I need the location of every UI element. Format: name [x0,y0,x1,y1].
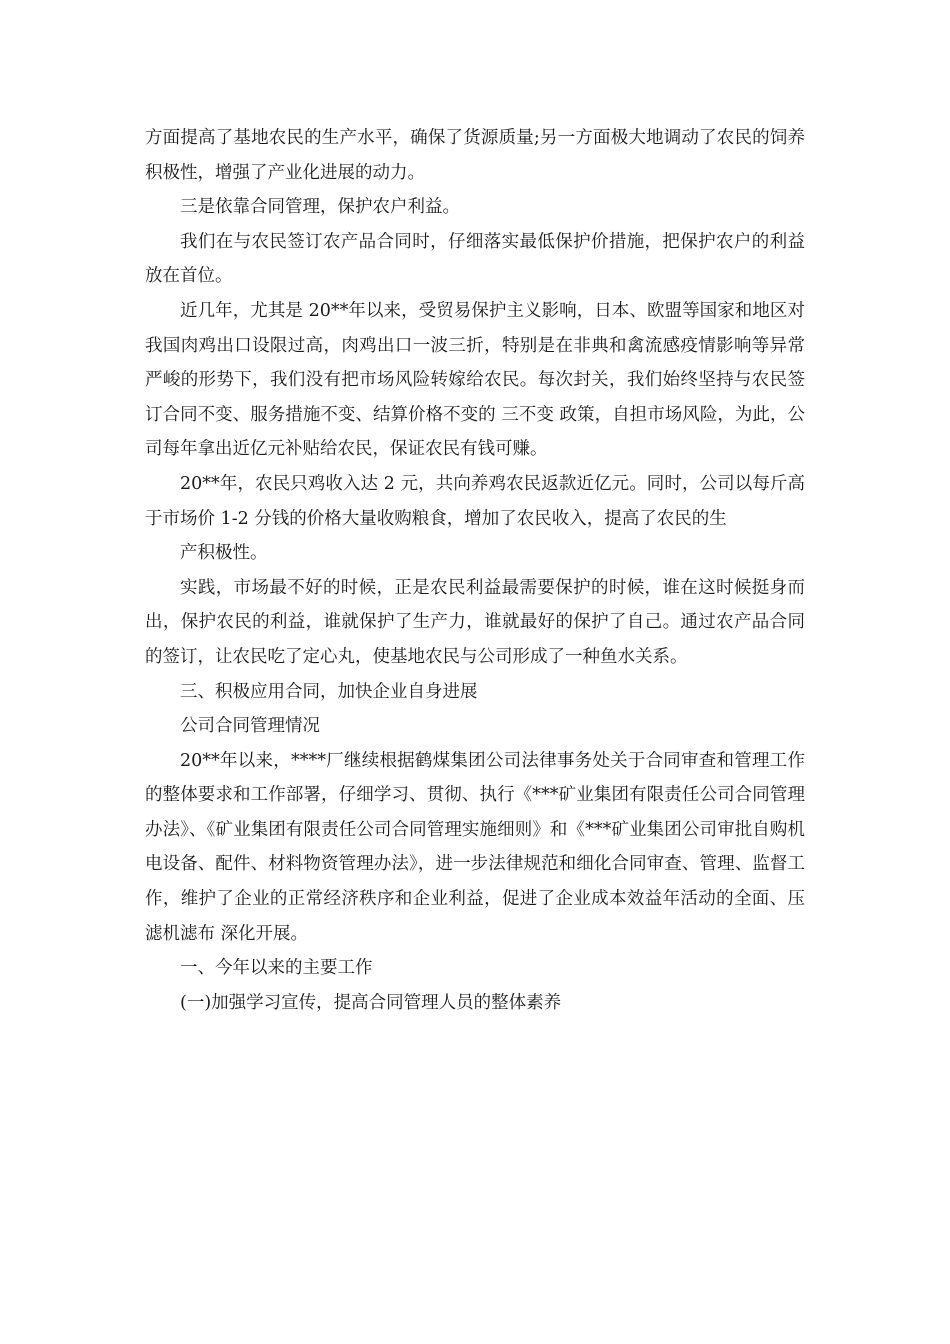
paragraph-5: 20**年，农民只鸡收入达 2 元，共向养鸡农民返款近亿元。同时，公司以每斤高于市场价 1-2 分钱的价格大量收购粮食，增加了农民收入，提高了农民的生 [145,473,805,529]
paragraph-1: 方面提高了基地农民的生产水平，确保了货源质量;另一方面极大地调动了农民的饲养积极性，增强了产业化进展的动力。 [145,128,805,183]
section-heading-3: 三、积极应用合同，加快企业自身进展 [180,681,478,702]
subheading-contract-management: 公司合同管理情况 [180,716,320,737]
subsection-heading-1: (一)加强学习宣传，提高合同管理人员的整体素养 [180,992,562,1013]
document-body [145,121,805,1020]
paragraph-10: 20**年以来，****厂继续根据鹤煤集团公司法律事务处关于合同审查和管理工作的整体要求和工作部署，仔细学习、贯彻、执行《***矿业集团有限责任公司合同管理办法》、《矿业集团有限责任公司合同管理实施细则》和《***矿业集团公司审批自购机电设备、配件、材料物资管理办法》，进一步法律规范和细化合同审查、管理、监督工作，维护了企业的正常经济秩序和企业利益，促进了企业成本效益年活动的全面、压滤机滤布 深化开展。 [145,750,805,944]
paragraph-2: 三是依靠合同管理，保护农户利益。 [180,197,460,218]
section-heading-1: 一、今年以来的主要工作 [180,958,373,979]
paragraph-4: 近几年，尤其是 20**年以来，受贸易保护主义影响，日本、欧盟等国家和地区对我国肉鸡出口设限过高，肉鸡出口一波三折，特别是在非典和禽流感疫情影响等异常严峻的形势下，我们没有把市场风险转嫁给农民。每次封关，我们始终坚持与农民签订合同不变、服务措施不变、结算价格不变的 三不变 政策，自担市场风险，为此，公司每年拿出近亿元补贴给农民，保证农民有钱可赚。 [145,300,805,460]
paragraph-6: 产积极性。 [180,543,268,564]
paragraph-7: 实践，市场最不好的时候，正是农民利益最需要保护的时候，谁在这时候挺身而出，保护农民的利益，谁就保护了生产力，谁就最好的保护了自己。通过农产品合同的签订，让农民吃了定心丸，使基地农民与公司形成了一种鱼水关系。 [145,577,805,667]
paragraph-3: 我们在与农民签订农产品合同时，仔细落实最低保护价措施，把保护农户的利益放在首位。 [145,231,805,287]
